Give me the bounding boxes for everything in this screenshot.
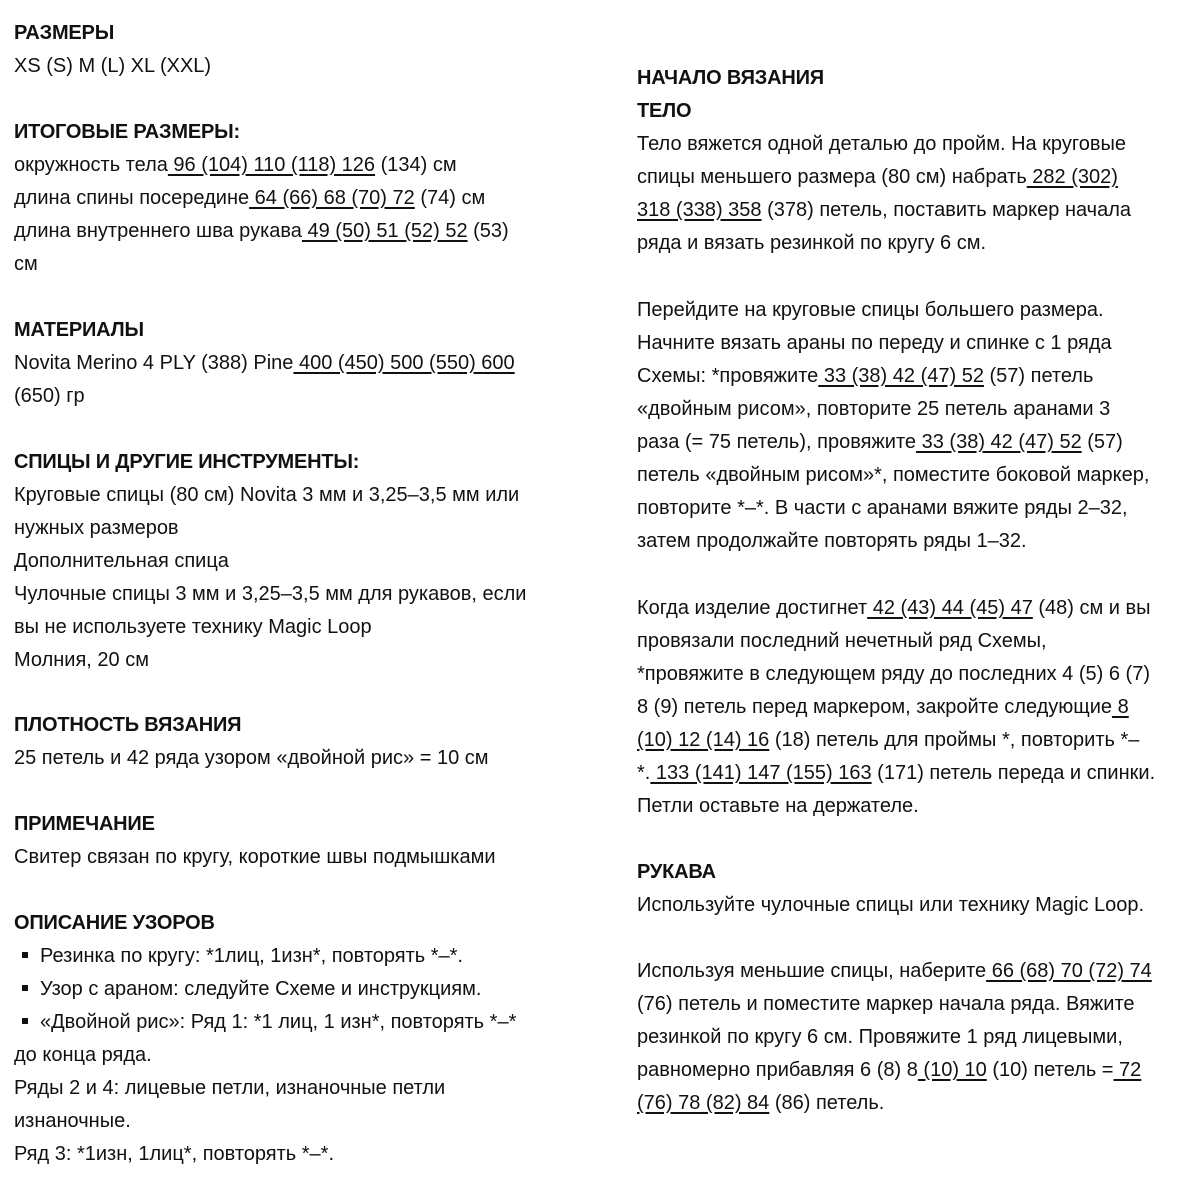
cuff-line: Используя меньшие спицы, наберите 66 (68) 70 (72) 74 <box>637 960 1152 982</box>
yarn-line-rest: (650) гр <box>14 385 85 407</box>
yarn-line: Novita Merino 4 PLY (388) Pine 400 (450) 500 (550) 600 <box>14 352 515 374</box>
patterns-section <box>14 907 584 1171</box>
pattern-line: Ряд 3: *1изн, 1лиц*, повторять *–*. <box>14 1143 334 1165</box>
armhole-line: *провяжите в следующем ряду до последних 4 (5) 6 (7) <box>637 663 1150 685</box>
final-sizes-section <box>14 116 584 281</box>
sizes-heading: РАЗМЕРЫ <box>14 22 115 44</box>
arans-line: раза (= 75 петель), провяжите 33 (38) 42 (47) 52 (57) <box>637 431 1123 453</box>
sleeves-heading: РУКАВА <box>637 861 716 883</box>
start-heading: НАЧАЛО ВЯЗАНИЯ <box>637 67 824 89</box>
note-heading: ПРИМЕЧАНИЕ <box>14 813 155 835</box>
pattern-line: Ряды 2 и 4: лицевые петли, изнаночные петли <box>14 1077 446 1099</box>
cuff-line: (76) петель и поместите маркер начала ряда. Вяжите <box>637 993 1135 1015</box>
arans-line: «двойным рисом», повторите 25 петель аранами 3 <box>637 398 1111 420</box>
bullet-icon <box>22 1018 28 1024</box>
bullet-icon <box>22 952 28 958</box>
pattern-line: до конца ряда. <box>14 1044 152 1066</box>
sizes-text: XS (S) M (L) XL (XXL) <box>14 55 212 77</box>
materials-section <box>14 314 584 413</box>
note-section <box>14 808 584 874</box>
arans-line: Перейдите на круговые спицы большего размера. <box>637 299 1104 321</box>
sizes-section <box>14 17 584 83</box>
cuff-line: резинкой по кругу 6 см. Провяжите 1 ряд лицевыми, <box>637 1026 1123 1048</box>
sleeve-length-line: длина внутреннего шва рукава 49 (50) 51 (52) 52 (53) <box>14 220 509 242</box>
start-line: 318 (338) 358 (378) петель, поставить маркер начала <box>637 199 1132 221</box>
tools-line: Дополнительная спица <box>14 550 229 572</box>
armhole-line: *. 133 (141) 147 (155) 163 (171) петель переда и спинки. <box>637 762 1156 784</box>
start-line: Тело вяжется одной деталью до пройм. На круговые <box>637 133 1126 155</box>
pattern-bullet-ribbing: Резинка по кругу: *1лиц, 1изн*, повторять *–*. <box>14 940 584 973</box>
start-line: ряда и вязать резинкой по кругу 6 см. <box>637 232 987 254</box>
arans-line: Схемы: *провяжите 33 (38) 42 (47) 52 (57) петель <box>637 365 1094 387</box>
gauge-section <box>14 709 584 775</box>
back-length-line: длина спины посередине 64 (66) 68 (70) 72 (74) см <box>14 187 486 209</box>
arans-section <box>637 294 1197 558</box>
cuff-section <box>637 955 1197 1120</box>
start-section <box>637 62 1197 260</box>
start-line: спицы меньшего размера (80 см) набрать 282 (302) <box>637 166 1118 188</box>
sleeves-line: Используйте чулочные спицы или технику Magic Loop. <box>637 894 1145 916</box>
pattern-bullet-aran: Узор с араном: следуйте Схеме и инструкциям. <box>14 973 584 1006</box>
sleeves-section <box>637 856 1197 922</box>
body-subheading: ТЕЛО <box>637 100 692 122</box>
final-sizes-heading: ИТОГОВЫЕ РАЗМЕРЫ: <box>14 121 240 143</box>
tools-section <box>14 446 584 677</box>
armhole-section <box>637 592 1197 823</box>
tools-line: нужных размеров <box>14 517 179 539</box>
tools-line: Молния, 20 см <box>14 649 149 671</box>
chest-line: окружность тела 96 (104) 110 (118) 126 (134) см <box>14 154 457 176</box>
cuff-line: (76) 78 (82) 84 (86) петель. <box>637 1092 885 1114</box>
patterns-heading: ОПИСАНИЕ УЗОРОВ <box>14 912 215 934</box>
armhole-line: Петли оставьте на держателе. <box>637 795 919 817</box>
armhole-line: 8 (9) петель перед маркером, закройте следующие 8 <box>637 696 1129 718</box>
pattern-bullet-double-moss: «Двойной рис»: Ряд 1: *1 лиц, 1 изн*, повторять *–* <box>14 1006 584 1039</box>
tools-line: Круговые спицы (80 см) Novita 3 мм и 3,25–3,5 мм или <box>14 484 520 506</box>
armhole-line: Когда изделие достигнет 42 (43) 44 (45) 47 (48) см и вы <box>637 597 1151 619</box>
tools-line: Чулочные спицы 3 мм и 3,25–3,5 мм для рукавов, если <box>14 583 527 605</box>
tools-line: вы не используете технику Magic Loop <box>14 616 372 638</box>
armhole-line: (10) 12 (14) 16 (18) петель для проймы *, повторить *– <box>637 729 1140 751</box>
sleeve-length-unit: см <box>14 253 38 275</box>
arans-line: петель «двойным рисом»*, поместите боковой маркер, <box>637 464 1150 486</box>
materials-heading: МАТЕРИАЛЫ <box>14 319 144 341</box>
note-text: Свитер связан по кругу, короткие швы подмышками <box>14 846 496 868</box>
gauge-text: 25 петель и 42 ряда узором «двойной рис» = 10 см <box>14 747 489 769</box>
arans-line: повторите *–*. В части с аранами вяжите ряды 2–32, <box>637 497 1128 519</box>
arans-line: затем продолжайте повторять ряды 1–32. <box>637 530 1027 552</box>
bullet-icon <box>22 985 28 991</box>
gauge-heading: ПЛОТНОСТЬ ВЯЗАНИЯ <box>14 714 242 736</box>
armhole-line: провязали последний нечетный ряд Схемы, <box>637 630 1047 652</box>
pattern-line: изнаночные. <box>14 1110 131 1132</box>
cuff-line: равномерно прибавляя 6 (8) 8 (10) 10 (10) петель = 72 <box>637 1059 1142 1081</box>
tools-heading: СПИЦЫ И ДРУГИЕ ИНСТРУМЕНТЫ: <box>14 451 360 473</box>
arans-line: Начните вязать араны по переду и спинке с 1 ряда <box>637 332 1112 354</box>
